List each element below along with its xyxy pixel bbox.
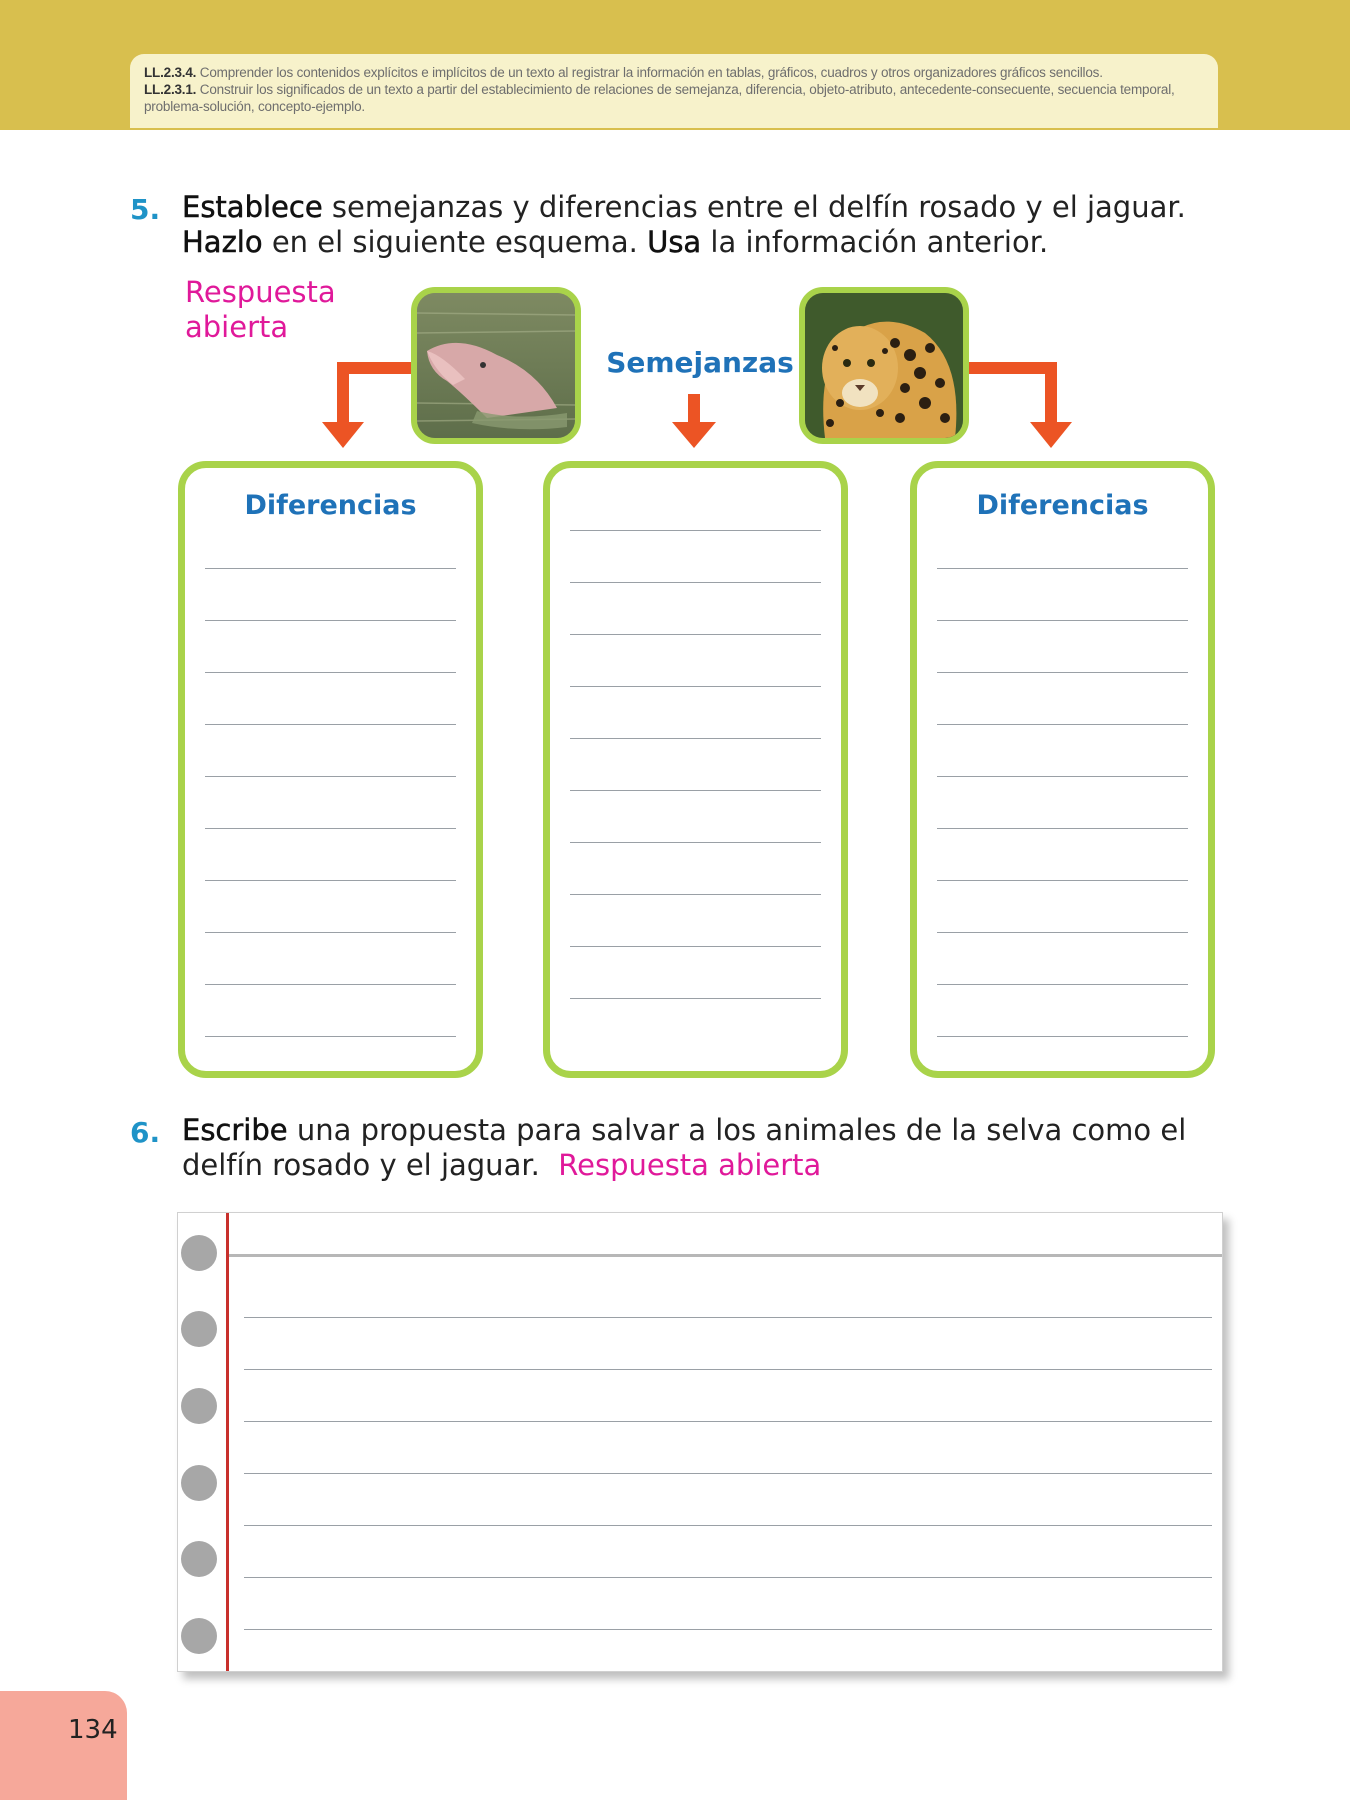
writing-line[interactable] (570, 738, 821, 739)
writing-line[interactable] (205, 984, 456, 985)
jaguar-differences-title: Diferencias (976, 490, 1149, 521)
writing-line[interactable] (205, 1036, 456, 1037)
q5-text-2: en el siguiente esquema. (262, 225, 648, 259)
q5-verb-establece: Establece (182, 190, 323, 224)
notebook-answer-area[interactable] (177, 1212, 1223, 1672)
writing-line[interactable] (205, 776, 456, 777)
writing-line[interactable] (570, 634, 821, 635)
writing-line[interactable] (937, 672, 1188, 673)
jaguar-differences-box[interactable] (910, 461, 1215, 1078)
writing-line[interactable] (244, 1473, 1212, 1474)
writing-line[interactable] (937, 1036, 1188, 1037)
left-arrow-head (322, 422, 364, 448)
writing-line[interactable] (205, 672, 456, 673)
writing-line[interactable] (244, 1577, 1212, 1578)
page-number: 134 (68, 1715, 118, 1745)
q5-text-3: la información anterior. (701, 225, 1049, 259)
binder-hole (181, 1388, 217, 1424)
left-arrow-stem (337, 362, 349, 424)
writing-line[interactable] (244, 1421, 1212, 1422)
similarities-box[interactable] (543, 461, 848, 1078)
writing-line[interactable] (570, 582, 821, 583)
writing-line[interactable] (570, 998, 821, 999)
standard-text-2: Construir los significados de un texto a partir del establecimiento de relaciones de semejanza, diferencia, objeto-atributo, antecedente-consecuente, secuencia temporal, problema-solución, concepto-ejemplo. (144, 82, 1175, 114)
writing-line[interactable] (205, 932, 456, 933)
writing-line[interactable] (244, 1629, 1212, 1630)
standard-code-1: LL.2.3.4. (144, 65, 197, 80)
writing-line[interactable] (205, 828, 456, 829)
writing-line[interactable] (205, 568, 456, 569)
dolphin-differences-box[interactable] (178, 461, 483, 1078)
writing-line[interactable] (937, 932, 1188, 933)
binder-hole (181, 1235, 217, 1271)
writing-line[interactable] (244, 1525, 1212, 1526)
binder-hole (181, 1311, 217, 1347)
binder-hole (181, 1465, 217, 1501)
writing-line[interactable] (937, 568, 1188, 569)
semejanzas-label: Semejanzas (606, 346, 794, 379)
right-arrow-head (1030, 422, 1072, 448)
jaguar-photo (799, 287, 969, 444)
center-arrow-stem (688, 394, 700, 424)
q5-verb-hazlo: Hazlo (182, 225, 263, 259)
writing-line[interactable] (937, 620, 1188, 621)
writing-line[interactable] (937, 776, 1188, 777)
writing-line[interactable] (570, 894, 821, 895)
q6-answer-note: Respuesta abierta (558, 1148, 822, 1182)
writing-line[interactable] (205, 724, 456, 725)
question-5-number: 5. (130, 193, 161, 226)
writing-line[interactable] (570, 686, 821, 687)
diagram-arrows (0, 0, 1350, 470)
writing-line[interactable] (244, 1317, 1212, 1318)
q6-text: una propuesta para salvar a los animales de la selva como el delfín rosado y el jaguar. (182, 1113, 1187, 1182)
standard-code-2: LL.2.3.1. (144, 82, 197, 97)
question-6-text (182, 1113, 1222, 1183)
writing-line[interactable] (937, 724, 1188, 725)
writing-line[interactable] (937, 828, 1188, 829)
margin-line (226, 1213, 229, 1671)
dolphin-differences-title: Diferencias (244, 490, 417, 521)
q5-verb-usa: Usa (647, 225, 702, 259)
writing-line[interactable] (570, 790, 821, 791)
writing-line[interactable] (205, 620, 456, 621)
writing-line[interactable] (937, 880, 1188, 881)
q6-verb-escribe: Escribe (182, 1113, 288, 1147)
question-6-number: 6. (130, 1116, 161, 1149)
q5-answer-line-2: abierta (185, 310, 289, 344)
writing-line[interactable] (570, 946, 821, 947)
binder-hole (181, 1541, 217, 1577)
standard-text-1: Comprender los contenidos explícitos e implícitos de un texto al registrar la información en tablas, gráficos, cuadros y otros organizadores gráficos sencillos. (199, 65, 1103, 80)
header-rule (229, 1254, 1222, 1257)
right-arrow-bar (963, 362, 1057, 374)
q5-answer-line-1: Respuesta (185, 275, 336, 309)
writing-line[interactable] (937, 984, 1188, 985)
writing-line[interactable] (205, 880, 456, 881)
page-number-tab (0, 1691, 127, 1800)
writing-line[interactable] (244, 1369, 1212, 1370)
binder-hole (181, 1618, 217, 1654)
writing-line[interactable] (570, 842, 821, 843)
pink-dolphin-photo (411, 287, 581, 444)
writing-line[interactable] (570, 530, 821, 531)
center-arrow-head (672, 422, 716, 448)
right-arrow-stem (1045, 362, 1057, 424)
q5-text-1: semejanzas y diferencias entre el delfín rosado y el jaguar. (322, 190, 1186, 224)
